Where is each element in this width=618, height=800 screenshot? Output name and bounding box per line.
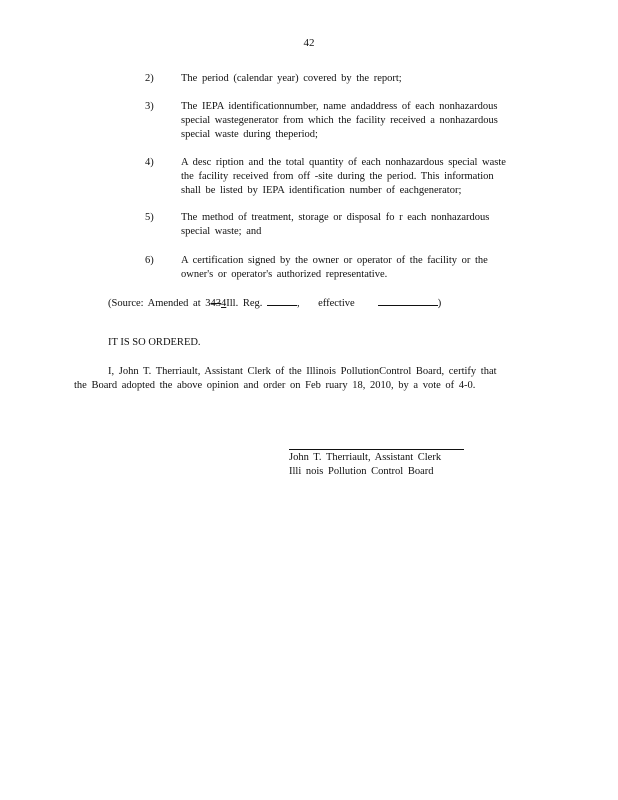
source-prefix: (Source: Amended at 3 [108, 298, 211, 309]
source-close: ) [437, 298, 442, 309]
list-item-number: 6) [145, 255, 154, 266]
source-comma: , [297, 298, 300, 309]
signer-name-title: John T. Therriault, Assistant Clerk [289, 452, 442, 463]
list-item-text [181, 254, 531, 282]
list-item-line: special waste during theperiod; [181, 129, 318, 140]
source-effective-label: effective [318, 298, 355, 309]
list-item-text [181, 211, 531, 239]
list-item-line: the facility received from off -site during the period. This information [181, 171, 494, 182]
list-item-number: 2) [145, 73, 154, 84]
effective-date-blank [378, 295, 438, 306]
signature-line [289, 449, 464, 450]
list-item-number: 5) [145, 212, 154, 223]
source-reg: Ill. Reg. [226, 298, 263, 309]
list-item-text [181, 72, 531, 86]
list-item-line: owner's or operator's authorized representative. [181, 269, 388, 280]
list-item-line: A desc ription and the total quantity of each nonhazardous special waste [181, 157, 506, 168]
certification-paragraph [74, 365, 530, 393]
order-statement: IT IS SO ORDERED. [108, 337, 201, 348]
list-item-number: 3) [145, 101, 154, 112]
list-item-number: 4) [145, 157, 154, 168]
certification-line: I, John T. Therriault, Assistant Clerk of the Illinois PollutionControl Board, certify that [108, 366, 497, 377]
signature-block [289, 451, 441, 479]
page-number: 42 [303, 37, 315, 49]
list-item-line: shall be listed by IEPA identification number of eachgenerator; [181, 185, 462, 196]
signer-organization: Illi nois Pollution Control Board [289, 466, 434, 477]
list-item-line: A certification signed by the owner or operator of the facility or the [181, 255, 488, 266]
source-note [108, 295, 441, 311]
list-item-line: special waste; and [181, 226, 262, 237]
source-new-volume: 4 [221, 298, 227, 309]
certification-line: the Board adopted the above opinion and order on Feb ruary 18, 2010, by a vote of 4-0. [74, 380, 476, 391]
list-item-line: special wastegenerator from which the facility received a nonhazardous [181, 115, 498, 126]
source-struck-volume: 43 [210, 298, 222, 309]
list-item-line: The IEPA identificationnumber, name andaddress of each nonhazardous [181, 101, 498, 112]
list-item-text [181, 100, 531, 142]
list-item-line: The method of treatment, storage or disposal fo r each nonhazardous [181, 212, 490, 223]
list-item-line: The period (calendar year) covered by the report; [181, 73, 402, 84]
list-item-text [181, 156, 531, 198]
register-page-blank [267, 295, 297, 306]
